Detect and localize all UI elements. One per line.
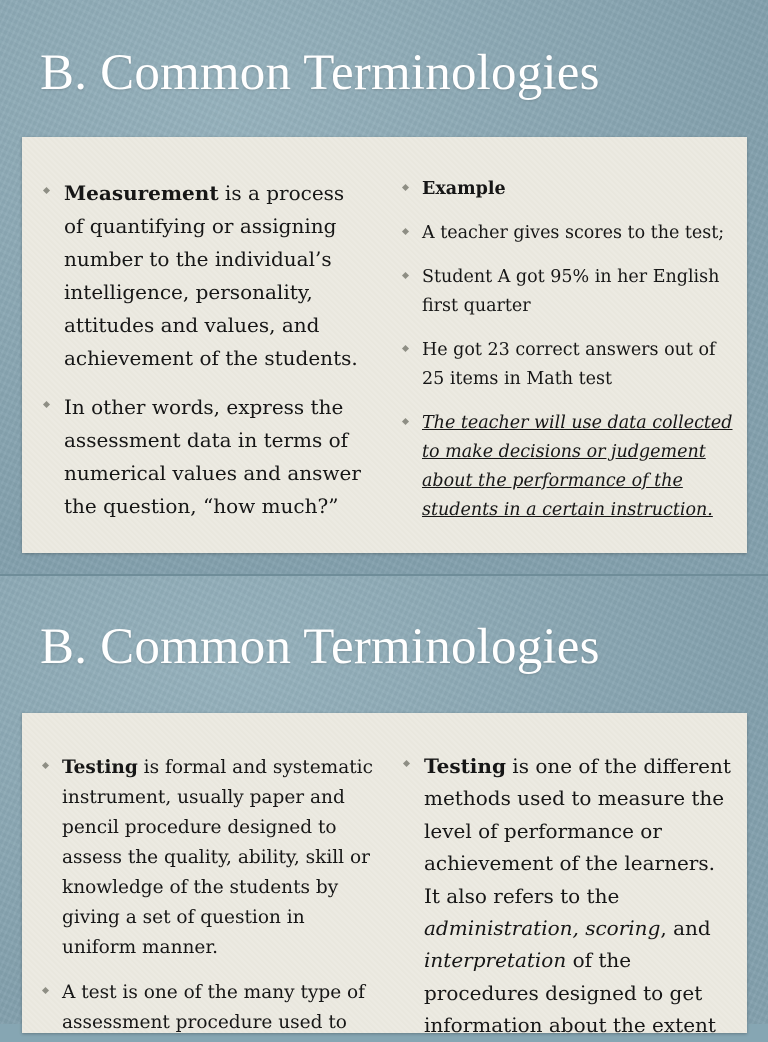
- bullet-diamond-icon: [42, 762, 49, 769]
- left-column: [62, 753, 380, 1038]
- bullet-testing-definition: [62, 753, 380, 963]
- slide-title: B. Common Terminologies: [40, 619, 600, 675]
- bullet-diamond-icon: [402, 184, 409, 191]
- content-panel: [22, 137, 747, 553]
- bullet-text: is formal and systematic instrument, usually paper and pencil procedure designed to assess the quality, ability, skill or knowledge of the students by giving a set of question in uniform manner.: [62, 757, 373, 958]
- bullet-diamond-icon: [403, 760, 410, 767]
- italic-administration-scoring: administration, scoring: [424, 916, 661, 941]
- bullet-text: In other words, express the assessment data in terms of numerical values and answer the question, “how much?”: [64, 395, 361, 518]
- slide-2: [0, 576, 768, 1038]
- bullet-text-emphasis: The teacher will use data collected to make decisions or judgement about the performance of the students in a certain instruction.: [422, 413, 733, 520]
- bullet-diamond-icon: [402, 418, 409, 425]
- bullet-text: , and: [660, 916, 711, 941]
- term-testing: Testing: [62, 757, 138, 778]
- term-measurement: Measurement: [64, 181, 219, 205]
- example-heading: Example: [422, 179, 506, 199]
- bullet-correct-answers: [422, 336, 740, 394]
- right-column: [422, 175, 740, 525]
- bullet-student-a: [422, 263, 740, 321]
- bullet-diamond-icon: [43, 187, 50, 194]
- bullet-example-heading: [422, 175, 740, 204]
- bullet-text: of the procedures designed to get information about the extent: [424, 948, 716, 1038]
- bullet-in-other-words: [64, 391, 364, 523]
- bullet-diamond-icon: [42, 987, 49, 994]
- left-column: [64, 177, 364, 523]
- bullet-test-assessment: [62, 978, 380, 1038]
- bullet-text: He got 23 correct answers out of 25 items in Math test: [422, 340, 716, 389]
- bullet-text: Student A got 95% in her English first quarter: [422, 267, 720, 316]
- bullet-text: is a process of quantifying or assigning number to the individual’s intelligence, personality, attitudes and values, and achievement of the students.: [64, 181, 358, 370]
- content-panel: [22, 713, 747, 1038]
- bullet-measurement-definition: [64, 177, 364, 375]
- bullet-text: A test is one of the many type of assessment procedure used to: [62, 982, 366, 1033]
- term-testing: Testing: [424, 754, 506, 778]
- bullet-diamond-icon: [402, 228, 409, 235]
- bullet-diamond-icon: [402, 272, 409, 279]
- bullet-teacher-scores: [422, 219, 740, 248]
- bullet-teacher-decisions: [422, 409, 740, 525]
- right-column: [424, 750, 734, 1042]
- bullet-text: is one of the different methods used to measure the level of performance or achievement of the learners. It also refers to the: [424, 754, 731, 908]
- bullet-text: A teacher gives scores to the test;: [422, 223, 725, 243]
- bullet-testing-methods: [424, 750, 734, 1042]
- bullet-diamond-icon: [43, 401, 50, 408]
- slide-title: B. Common Terminologies: [40, 45, 600, 101]
- italic-interpretation: interpretation: [424, 948, 567, 973]
- bullet-diamond-icon: [402, 345, 409, 352]
